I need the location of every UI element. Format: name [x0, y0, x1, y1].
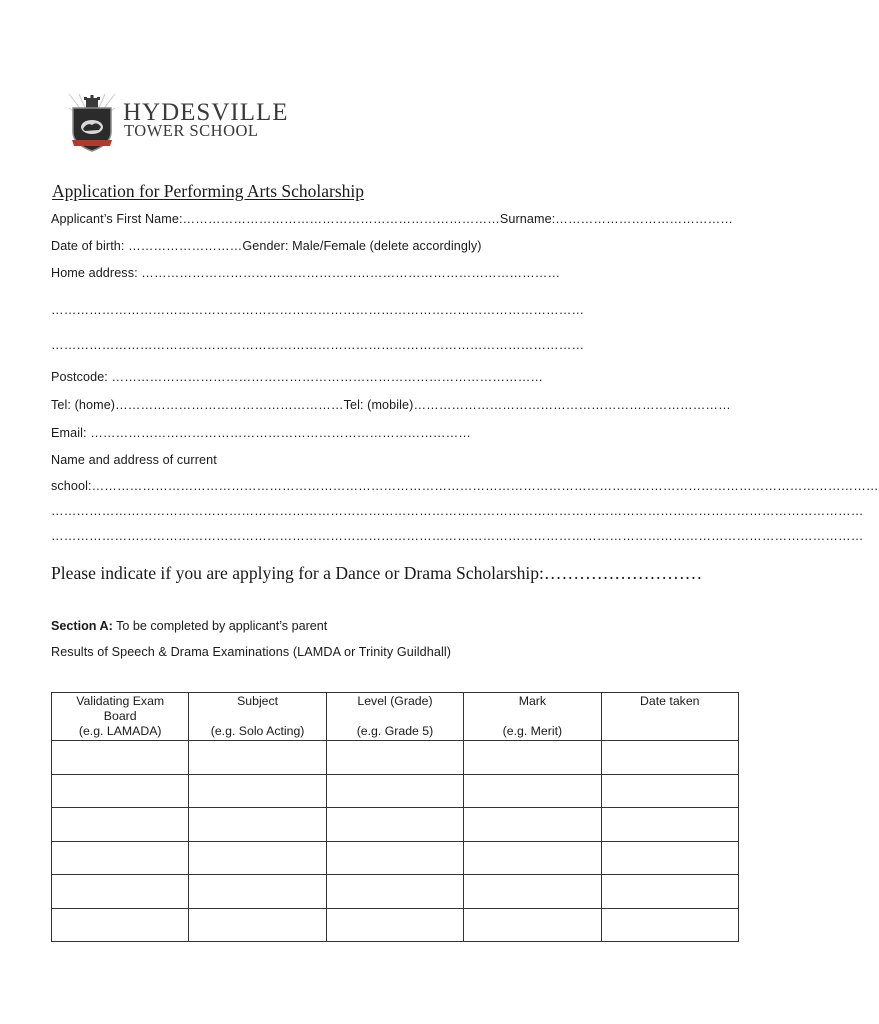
section-a-subtitle: Results of Speech & Drama Examinations (LAMDA or Trinity Guildhall) [51, 645, 452, 659]
school-crest-logo [69, 94, 115, 154]
section-a-label: Section A: [51, 619, 113, 633]
table-cell[interactable] [601, 741, 738, 775]
header-example: (e.g. Solo Acting) [210, 724, 305, 738]
table-row [52, 908, 739, 942]
table-row [52, 841, 739, 875]
header-subject [189, 693, 326, 741]
table-cell[interactable] [189, 741, 326, 775]
header-example: (e.g. LAMADA) [78, 724, 162, 738]
table-cell[interactable] [326, 908, 463, 942]
header-exam-board [52, 693, 189, 741]
table-cell[interactable] [52, 808, 189, 842]
header-line: Subject [237, 694, 279, 708]
scholarship-type-question[interactable]: Please indicate if you are applying for a Dance or Drama Scholarship:……………………… [51, 563, 703, 583]
section-a-text: To be completed by applicant’s parent [112, 619, 328, 633]
table-cell[interactable] [189, 908, 326, 942]
table-cell[interactable] [326, 741, 463, 775]
table-cell[interactable] [326, 808, 463, 842]
table-cell[interactable] [464, 741, 601, 775]
table-cell[interactable] [189, 808, 326, 842]
header-mark [464, 693, 601, 741]
table-cell[interactable] [52, 841, 189, 875]
table-cell[interactable] [464, 808, 601, 842]
header-date-taken [601, 693, 738, 741]
header-level [326, 693, 463, 741]
school-line-2[interactable]: ………………………………………………………………………………………………………………………………………………………………………… [51, 504, 864, 518]
name-fields[interactable]: Applicant’s First Name:…………………………………………………………………Surname:…………………………………… [51, 212, 734, 226]
header-line: Date taken [640, 694, 700, 708]
table-cell[interactable] [601, 875, 738, 909]
header-line: Validating Exam [76, 694, 165, 708]
form-title: Application for Performing Arts Scholarship [52, 181, 365, 201]
table-row [52, 808, 739, 842]
table-cell[interactable] [601, 808, 738, 842]
postcode-field[interactable]: Postcode: ………………………………………………………………………………………… [51, 370, 544, 384]
section-a-heading [51, 619, 327, 633]
exam-results-table [51, 692, 739, 942]
address-line-2[interactable]: ……………………………………………………………………………………………………………… [51, 303, 585, 317]
school-label: Name and address of current [51, 453, 217, 467]
table-header-row [52, 693, 739, 741]
logo-name-line2: TOWER SCHOOL [124, 121, 259, 140]
table-cell[interactable] [464, 774, 601, 808]
table-cell[interactable] [52, 741, 189, 775]
header-line: Mark [518, 694, 547, 708]
table-cell[interactable] [189, 841, 326, 875]
table-cell[interactable] [52, 875, 189, 909]
table-cell[interactable] [52, 908, 189, 942]
table-row [52, 741, 739, 775]
table-cell[interactable] [464, 841, 601, 875]
header-example: (e.g. Grade 5) [356, 724, 434, 738]
home-address-field[interactable]: Home address: ……………………………………………………………………………………… [51, 266, 561, 280]
table-cell[interactable] [326, 875, 463, 909]
school-line-1[interactable]: school:…………………………………………………………………………………………………………………………………………………………………… [51, 479, 879, 493]
table-body [52, 741, 739, 942]
header-example: (e.g. Merit) [502, 724, 563, 738]
dob-gender-field[interactable]: Date of birth: ………………………Gender: Male/Female (delete accordingly) [51, 239, 482, 253]
table-cell[interactable] [326, 841, 463, 875]
header-line: Board [103, 709, 137, 723]
telephone-fields[interactable]: Tel: (home)………………………………………………Tel: (mobile)………………………………………………………………… [51, 398, 731, 412]
table-cell[interactable] [464, 908, 601, 942]
address-line-3[interactable]: ……………………………………………………………………………………………………………… [51, 338, 585, 352]
table-cell[interactable] [601, 774, 738, 808]
table-cell[interactable] [326, 774, 463, 808]
table-cell[interactable] [601, 841, 738, 875]
table-row [52, 774, 739, 808]
email-field[interactable]: Email: ……………………………………………………………………………… [51, 426, 472, 440]
logo-name-line1: HYDESVILLE [123, 99, 289, 126]
table-cell[interactable] [189, 774, 326, 808]
table-row [52, 875, 739, 909]
school-line-3[interactable]: ………………………………………………………………………………………………………………………………………………………………………… [51, 529, 864, 543]
table-cell[interactable] [601, 908, 738, 942]
table-cell[interactable] [52, 774, 189, 808]
table-cell[interactable] [189, 875, 326, 909]
header-line: Level (Grade) [357, 694, 433, 708]
table-cell[interactable] [464, 875, 601, 909]
